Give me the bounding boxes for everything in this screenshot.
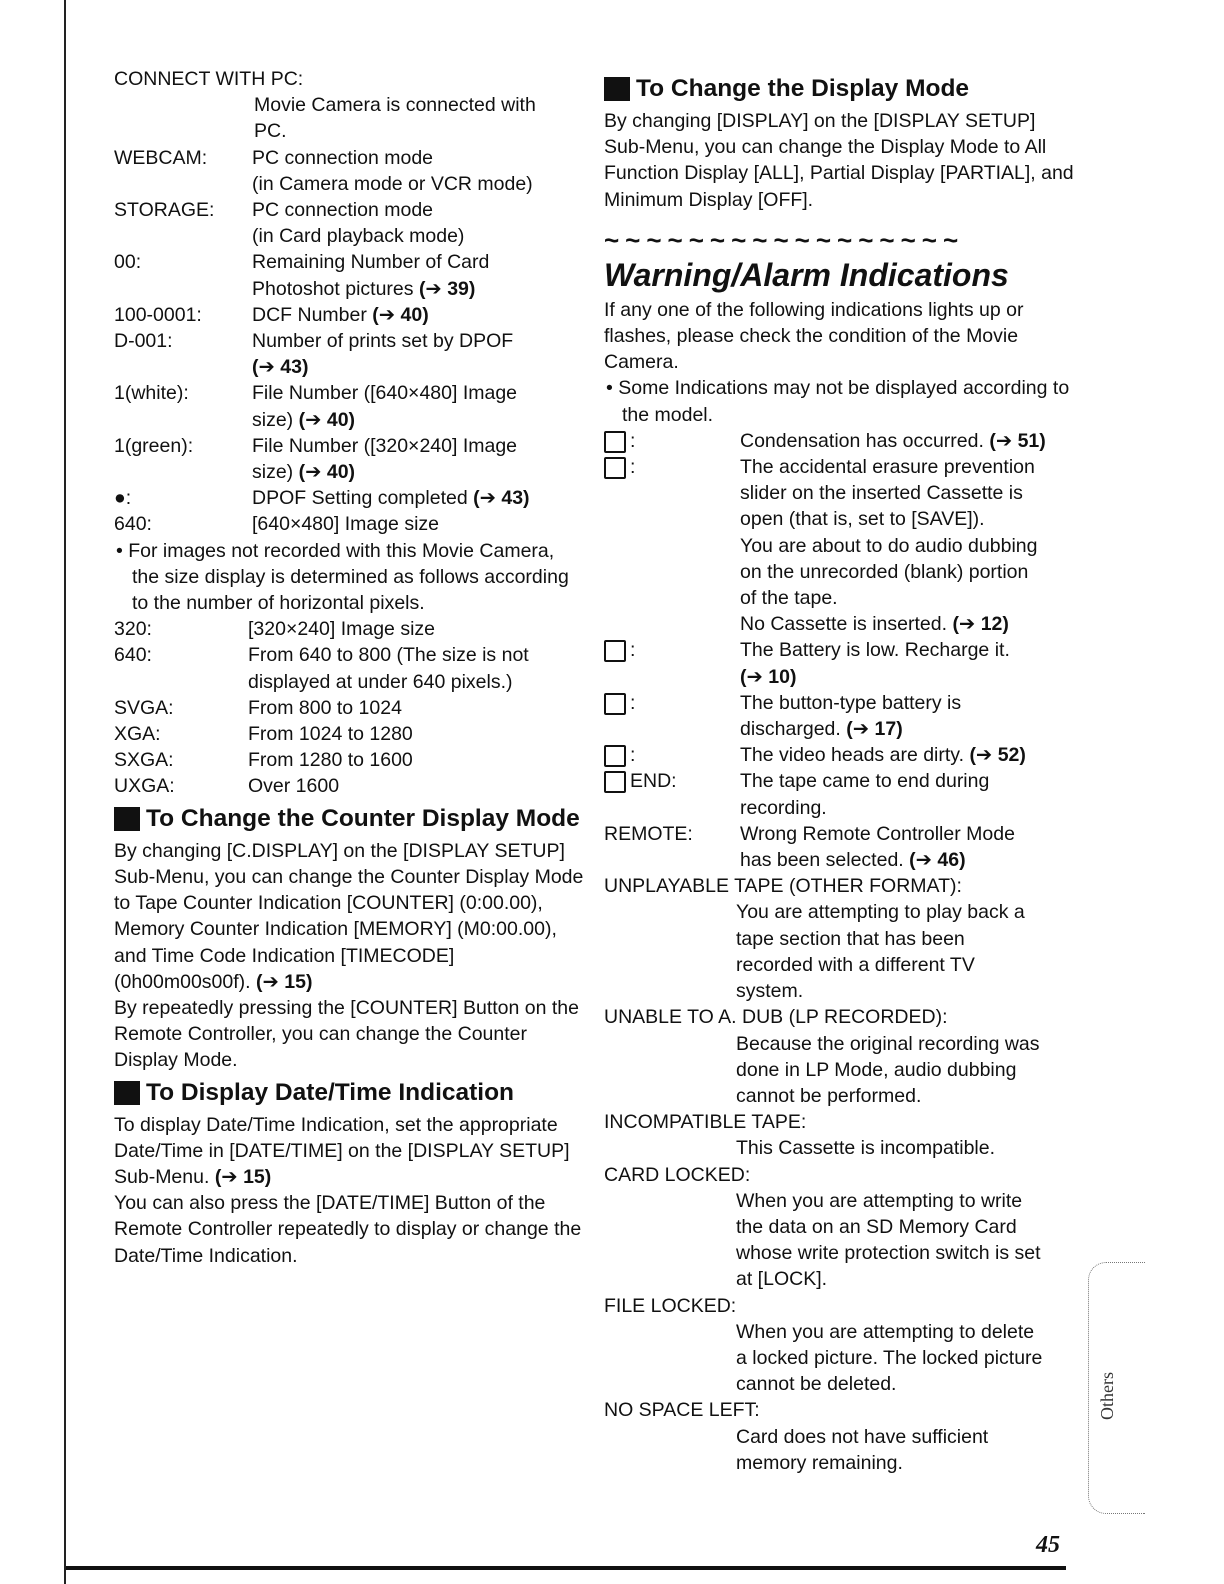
condensation-icon [604,431,626,453]
indication-line: has been selected. (➔ 46) [740,849,966,872]
def-line: File Number ([320×240] Image [252,434,518,457]
indication-row [604,821,1079,873]
battery-low-icon [604,640,626,662]
def-line: PC connection mode [252,199,434,222]
message-desc [604,1031,1079,1110]
indication-desc [740,768,1079,820]
connect-desc-line: PC. [254,120,287,143]
def-desc [252,328,584,380]
def-row [114,485,584,511]
message-line: Card does not have sufficient [736,1425,989,1448]
message-desc [604,1135,1079,1161]
message-line: at [LOCK]. [736,1268,828,1291]
indication-line: The accidental erasure prevention [740,456,1035,479]
def-row [114,145,584,197]
def-term: ●: [114,487,132,510]
def-row [114,380,584,432]
size-term: SVGA: [114,696,174,719]
message-line: When you are attempting to delete [736,1320,1035,1343]
indication-term: : [604,454,635,480]
def-line: DCF Number (➔ 40) [252,303,429,326]
display-paragraph: By changing [DISPLAY] on the [DISPLAY SETUP] Sub-Menu, you can change the Display Mode to All Function Display [ALL], Partial Display [PARTIAL], and Minimum Display [OFF]. [604,110,1074,211]
message-line: done in LP Mode, audio dubbing [736,1058,1017,1081]
message-line: recorded with a different TV [736,953,975,976]
size-bullet: • For images not recorded with this Movie Camera, the size display is determined as follows according to the number of horizontal pixels. [116,539,569,615]
cassette-save-icon [604,457,626,479]
size-line: Over 1600 [248,775,340,798]
page-ref: (➔ 51) [989,429,1046,452]
def-desc [252,302,584,328]
message-title: INCOMPATIBLE TAPE: [604,1111,807,1134]
counter-section-title: To Change the Counter Display Mode [114,804,584,834]
indication-row [604,428,1079,454]
def-row [114,328,584,380]
page-ref: (➔ 52) [969,744,1026,767]
def-line: (in Camera mode or VCR mode) [252,172,533,195]
indication-line: on the unrecorded (blank) portion [740,560,1029,583]
bottom-rule [66,1566,1066,1570]
def-row [114,197,584,249]
size-term: SXGA: [114,749,174,772]
message-desc [604,899,1079,1004]
indication-line: slider on the inserted Cassette is [740,482,1023,505]
indication-line: open (that is, set to [SAVE]). [740,508,985,531]
message-line: This Cassette is incompatible. [736,1137,996,1160]
datetime-paragraph-2: You can also press the [DATE/TIME] Button of the Remote Controller repeatedly to display or change the Date/Time Indication. [114,1192,582,1267]
size-line: From 640 to 800 (The size is not [248,644,529,667]
indication-term: : [604,428,635,454]
def-row [114,511,584,537]
size-line: From 800 to 1024 [248,696,402,719]
def-term: STORAGE: [114,199,215,222]
section-tab-label: Others [1097,1372,1117,1420]
message-line: system. [736,980,804,1003]
size-desc [248,616,584,642]
size-term: XGA: [114,723,161,746]
indication-desc [740,821,1079,873]
datetime-section-title: To Display Date/Time Indication [114,1078,584,1108]
size-row [114,747,584,773]
indication-line: discharged. (➔ 17) [740,718,903,741]
wavy-divider: ~~~~~~~~~~~~~~~~~ [604,224,965,255]
message-desc [604,1188,1079,1293]
size-line: From 1280 to 1600 [248,749,413,772]
size-line: displayed at under 640 pixels.) [248,670,513,693]
indication-term: : [604,637,635,663]
indication-desc [740,637,1079,689]
size-row [114,642,584,694]
def-desc [252,197,584,249]
def-term: 00: [114,251,142,274]
indication-row [604,742,1079,768]
section-square-icon [114,807,140,831]
size-desc [248,695,584,721]
indication-line: recording. [740,796,827,819]
indication-line: Condensation has occurred. (➔ 51) [740,429,1046,452]
def-row [114,433,584,485]
indication-row [604,690,1079,742]
size-term: UXGA: [114,775,175,798]
section-square-icon [604,77,630,101]
indication-desc [740,428,1079,454]
indication-line: No Cassette is inserted. (➔ 12) [740,613,1009,636]
message-desc [604,1424,1079,1476]
indication-line: of the tape. [740,587,838,610]
page-ref: (➔ 43) [252,356,309,379]
connect-desc-line: Movie Camera is connected with [254,94,536,117]
size-line: From 1024 to 1280 [248,723,413,746]
warning-bullet-text: Some Indications may not be displayed according to the model. [618,377,1070,426]
size-term: 640: [114,644,152,667]
def-term: 100-0001: [114,303,202,326]
size-desc [248,721,584,747]
indication-row [604,768,1079,820]
indication-desc [740,454,1079,637]
message-title: NO SPACE LEFT: [604,1399,760,1422]
page-ref: (➔ 46) [909,849,966,872]
indication-term: END: [604,768,677,794]
def-desc [252,249,584,301]
def-line: size) (➔ 40) [252,408,356,431]
size-row [114,616,584,642]
warning-intro: If any one of the following indications lights up or flashes, please check the condition of the Movie Camera. [604,298,1024,374]
def-line: Remaining Number of Card [252,251,490,274]
def-line: Photoshot pictures (➔ 39) [252,277,476,300]
def-desc [252,511,584,537]
def-line: PC connection mode [252,146,434,169]
def-line: [640×480] Image size [252,513,440,536]
page-ref: (➔ 43) [473,487,530,510]
message-title: UNABLE TO A. DUB (LP RECORDED): [604,1006,948,1029]
indication-term: : [604,690,635,716]
def-line: DPOF Setting completed (➔ 43) [252,487,530,510]
warning-bullet: • Some Indications may not be displayed according to the model. [606,377,1070,426]
page-ref: (➔ 39) [418,277,476,300]
head-dirty-icon [604,745,626,767]
page-ref: (➔ 40) [298,408,356,431]
def-row [114,302,584,328]
message-line: memory remaining. [736,1451,903,1474]
message-list [604,873,1079,1476]
def-desc [252,145,584,197]
indication-line: The video heads are dirty. (➔ 52) [740,744,1026,767]
indication-row [604,454,1079,637]
indicator-definitions [114,145,584,538]
def-term: D-001: [114,330,173,353]
indication-list [604,428,1079,873]
message-line: When you are attempting to write [736,1189,1023,1212]
message-line: a locked picture. The locked picture [736,1346,1043,1369]
message-line: You are attempting to play back a [736,901,1025,924]
message-line: whose write protection switch is set [736,1242,1041,1265]
message-title: UNPLAYABLE TAPE (OTHER FORMAT): [604,875,962,898]
def-term: WEBCAM: [114,146,208,169]
def-desc [252,433,584,485]
indication-term: REMOTE: [604,822,693,845]
indication-line: The tape came to end during [740,770,990,793]
tape-end-icon [604,771,626,793]
def-line: File Number ([640×480] Image [252,382,518,405]
size-row [114,695,584,721]
left-margin-rule [64,0,66,1584]
indication-term: : [604,742,635,768]
message-title: FILE LOCKED: [604,1294,737,1317]
size-row [114,773,584,799]
message-line: Because the original recording was [736,1032,1040,1055]
def-term: 1(white): [114,382,189,405]
connect-description [114,92,584,144]
page-ref: (➔ 12) [952,613,1009,636]
def-row [114,249,584,301]
size-bullet-text: For images not recorded with this Movie Camera, the size display is determined as follows according to the number of horizontal pixels. [128,539,569,615]
page-ref: (➔ 40) [372,303,429,326]
counter-paragraph-2: By repeatedly pressing the [COUNTER] Button on the Remote Controller, you can change the Counter Display Mode. [114,996,579,1072]
def-line: (in Card playback mode) [252,225,465,248]
right-column [604,70,1079,1476]
message-desc [604,1319,1079,1398]
page-ref: (➔ 17) [846,718,903,741]
indication-line: Wrong Remote Controller Mode [740,822,1015,845]
def-desc [252,485,584,511]
left-column [114,66,584,1269]
counter-paragraph: By changing [C.DISPLAY] on the [DISPLAY SETUP] Sub-Menu, you can change the Counter Display Mode to Tape Counter Indication [COUNTER] (0:00.00), Memory Counter Indication [MEMORY] (M0:00.00), and Time Code Indication [TIMECODE] (0h00m00s00f). (➔ 15) [114,839,584,993]
indication-desc [740,742,1079,768]
indication-desc [740,690,1079,742]
size-desc [248,642,584,694]
button-battery-icon [604,693,626,715]
page-ref: (➔ 15) [256,970,313,993]
message-line: tape section that has been [736,927,965,950]
size-desc [248,773,584,799]
message-title: CARD LOCKED: [604,1163,751,1186]
size-term: 320: [114,618,152,641]
connect-title: CONNECT WITH PC: [114,68,304,90]
message-line: the data on an SD Memory Card [736,1215,1017,1238]
warning-title: Warning/Alarm Indications [604,256,1009,293]
section-square-icon [114,1081,140,1105]
indication-line: The Battery is low. Recharge it. [740,639,1010,662]
size-desc [248,747,584,773]
indication-row [604,637,1079,689]
page-ref: (➔ 40) [298,461,356,484]
datetime-paragraph: To display Date/Time Indication, set the appropriate Date/Time in [DATE/TIME] on the [DISPLAY SETUP] Sub-Menu. (➔ 15) [114,1113,570,1188]
def-line: size) (➔ 40) [252,461,356,484]
def-line: Number of prints set by DPOF [252,330,514,353]
def-term: 640: [114,513,152,536]
message-line: cannot be performed. [736,1084,922,1107]
page-ref: (➔ 15) [214,1165,272,1188]
page-number: 45 [1036,1532,1060,1558]
size-definitions [114,616,584,799]
indication-line: You are about to do audio dubbing [740,534,1038,557]
size-line: [320×240] Image size [248,618,436,641]
size-row [114,721,584,747]
def-term: 1(green): [114,434,194,457]
indication-line: The button-type battery is [740,691,962,714]
page-ref: (➔ 10) [740,665,797,688]
def-desc [252,380,584,432]
message-line: cannot be deleted. [736,1373,897,1396]
display-section-title: To Change the Display Mode [604,74,1079,104]
